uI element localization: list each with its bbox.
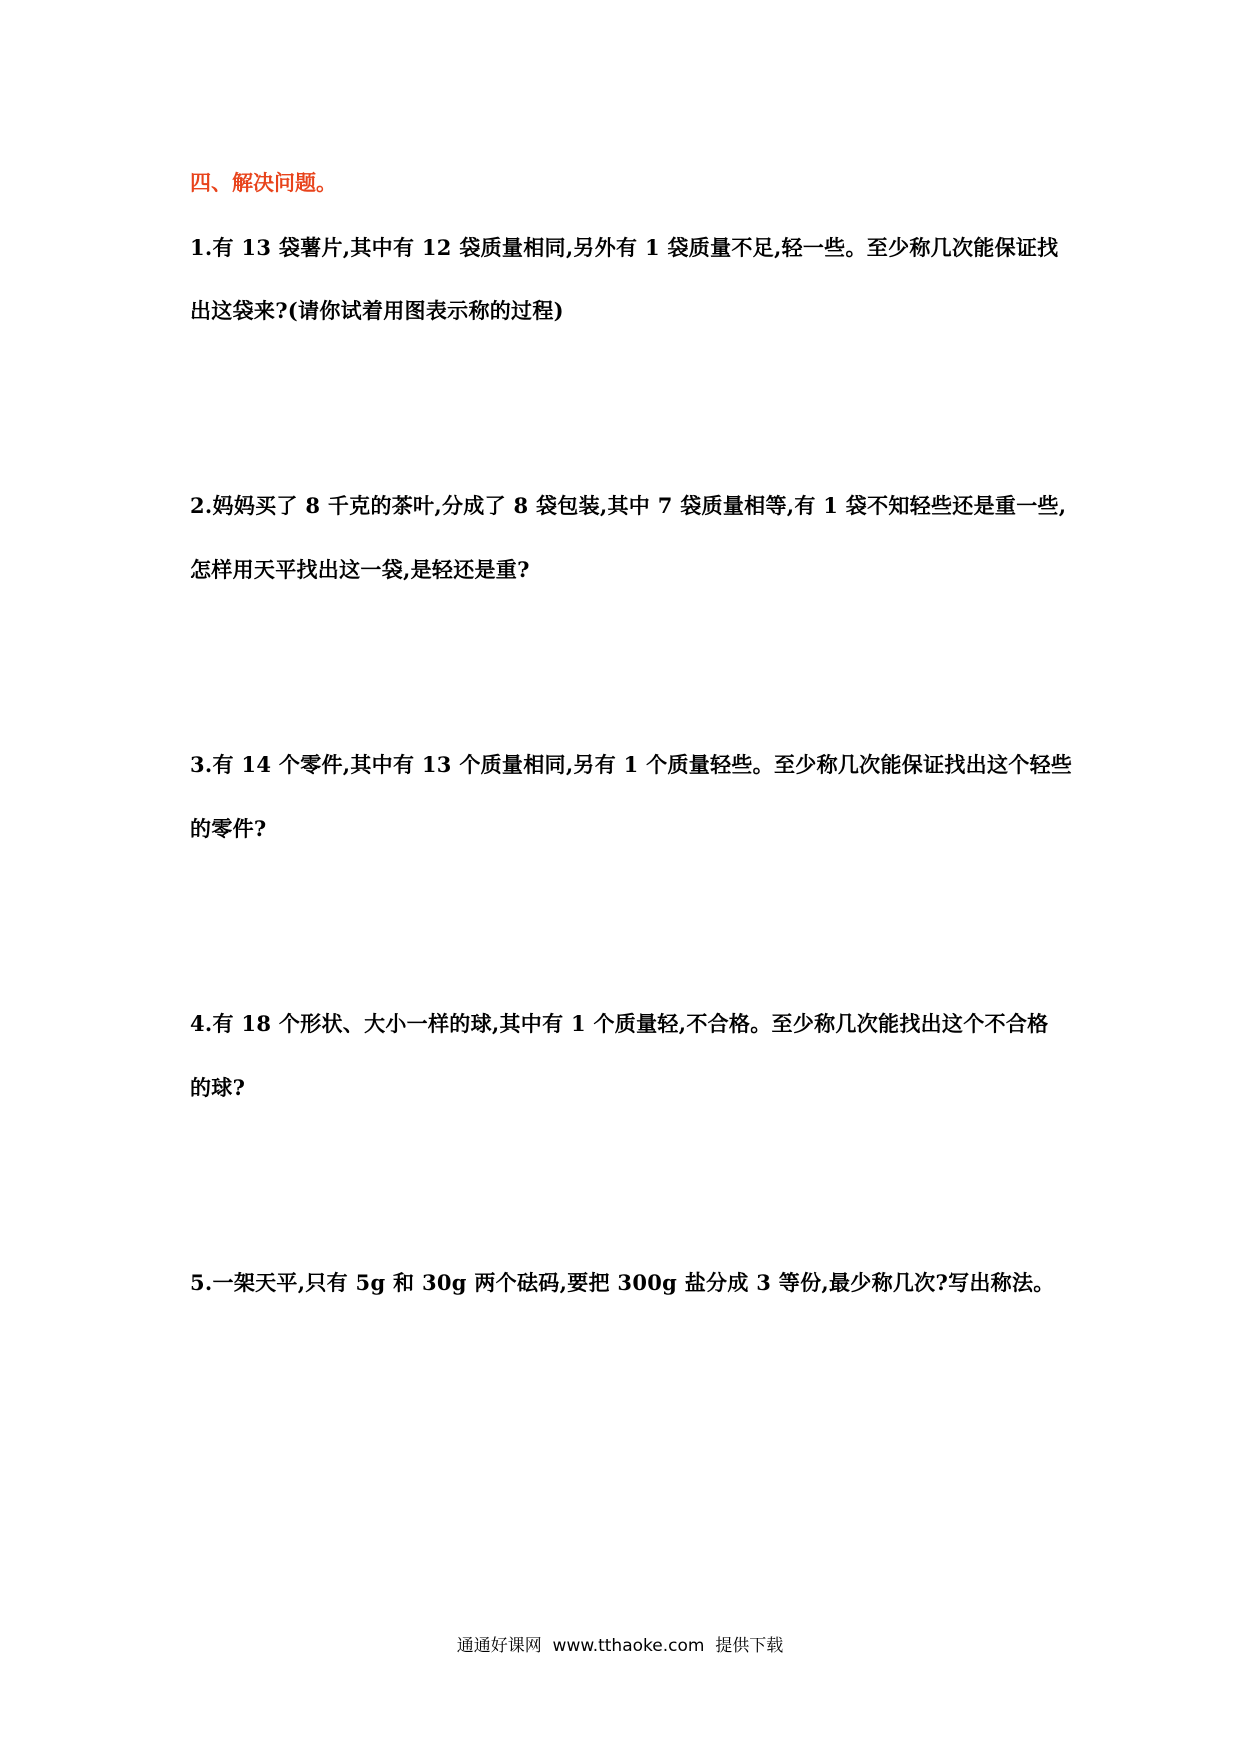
problem-4-line-1: 4.有 18 个形状、大小一样的球,其中有 1 个质量轻,不合格。至少称几次能找出这个不合格 <box>190 1011 1049 1036</box>
problem-3-line-1: 3.有 14 个零件,其中有 13 个质量相同,另有 1 个质量轻些。至少称几次能保证找出这个轻些 <box>190 752 1073 777</box>
problem-2-line-1: 2.妈妈买了 8 千克的茶叶,分成了 8 袋包装,其中 7 袋质量相等,有 1 袋不知轻些还是重一些, <box>190 493 1067 518</box>
problem-2-line-2: 怎样用天平找出这一袋,是轻还是重? <box>190 557 530 582</box>
footer-source-note: 通通好课网 www.tthaoke.com 提供下载 <box>456 1636 784 1656</box>
section-heading: 四、解决问题。 <box>190 170 337 195</box>
problem-1-line-1: 1.有 13 袋薯片,其中有 12 袋质量相同,另外有 1 袋质量不足,轻一些。至少称几次能保证找 <box>190 235 1059 260</box>
problem-3-line-2: 的零件? <box>190 816 267 841</box>
problem-1-line-2: 出这袋来?(请你试着用图表示称的过程) <box>190 298 564 323</box>
problem-4-line-2: 的球? <box>190 1075 246 1100</box>
problem-5-line-1: 5.一架天平,只有 5g 和 30g 两个砝码,要把 300g 盐分成 3 等份,最少称几次?写出称法。 <box>190 1270 1055 1295</box>
